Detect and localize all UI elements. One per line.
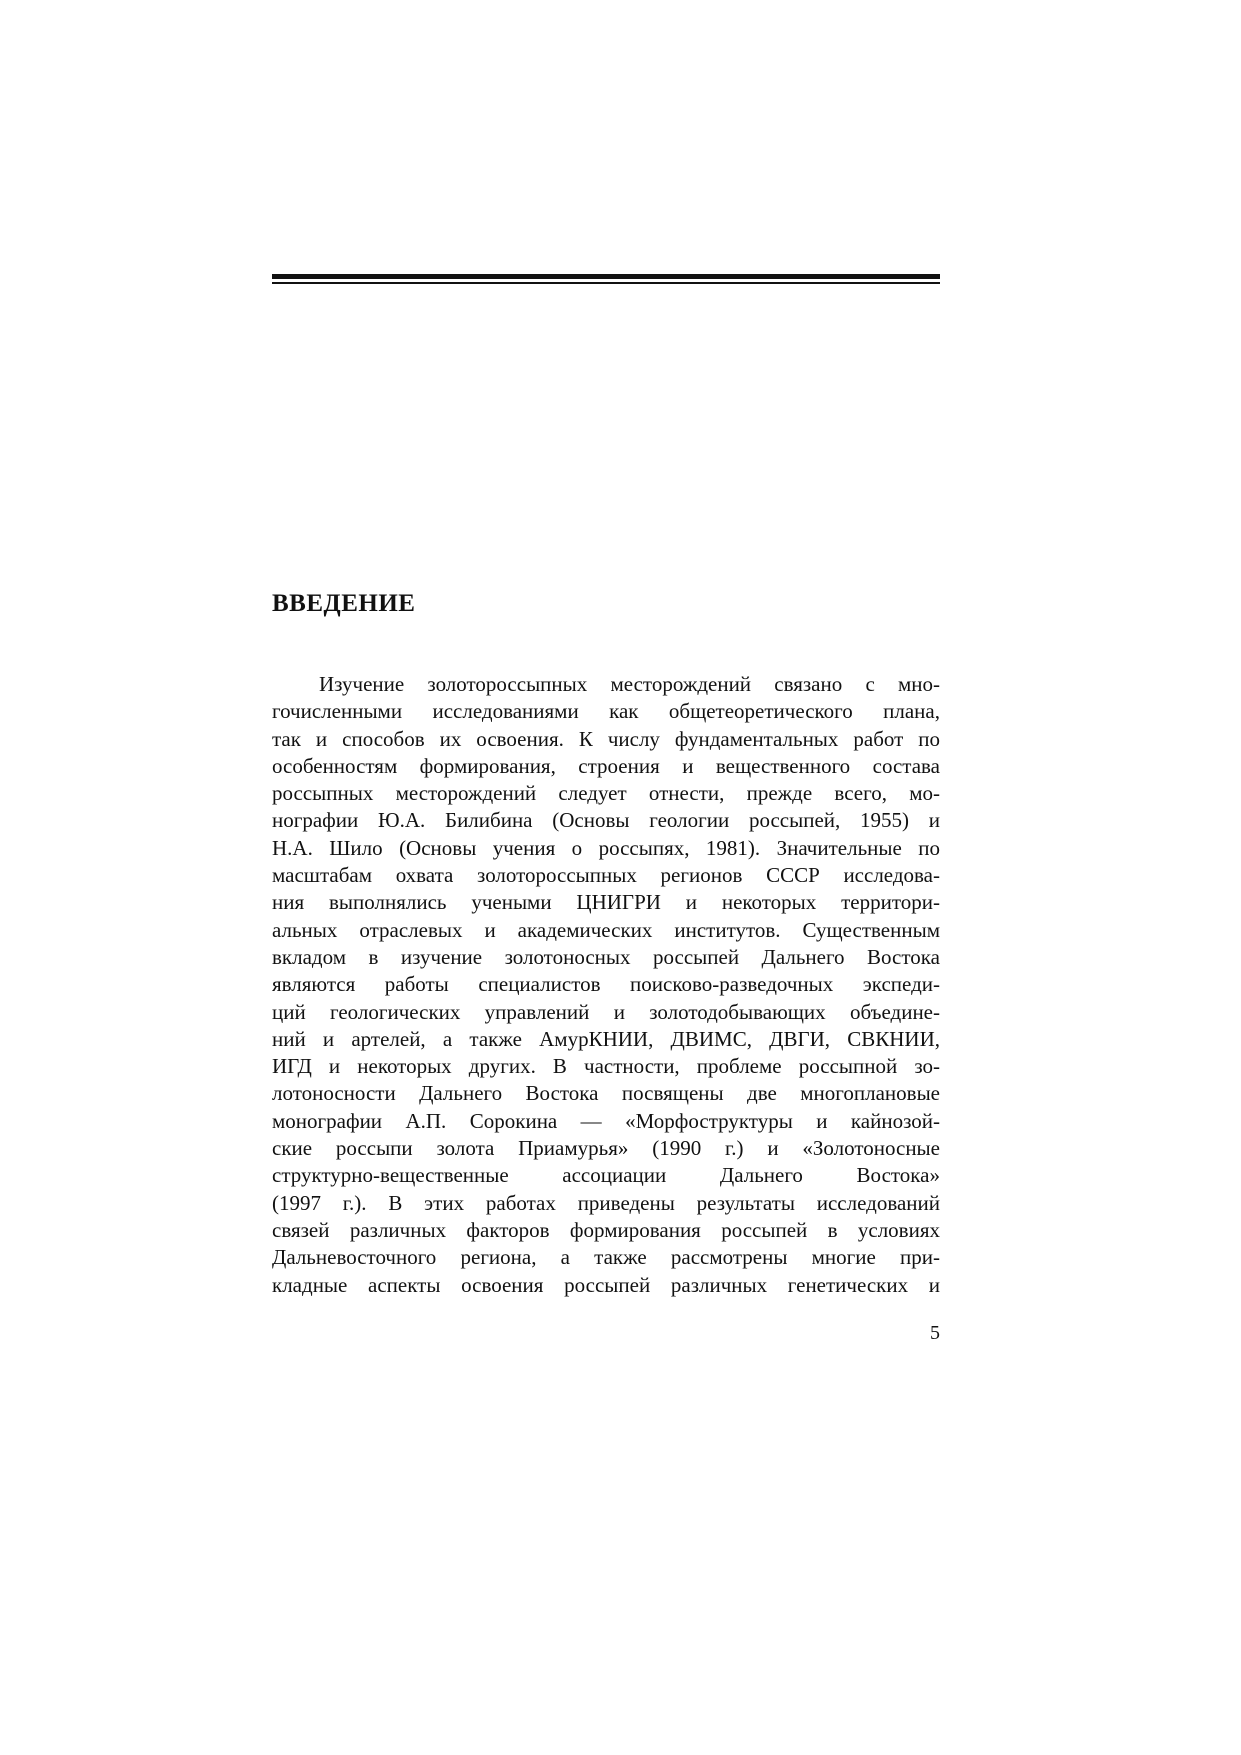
text-line: Изучение золотороссыпных месторождений связано с мно-	[319, 672, 940, 696]
header-rule-thick	[272, 274, 940, 279]
chapter-heading: ВВЕДЕНИЕ	[272, 590, 416, 617]
text-line: ний и артелей, а также АмурКНИИ, ДВИМС, ДВГИ, СВКНИИ,	[272, 1026, 940, 1051]
text-line: вкладом в изучение золотоносных россыпей Дальнего Востока	[272, 944, 940, 969]
text-line: особенностям формирования, строения и вещественного состава	[272, 753, 940, 778]
text-line: ские россыпи золота Приамурья» (1990 г.) и «Золотоносные	[272, 1136, 940, 1161]
text-line: так и способов их освоения. К числу фундаментальных работ по	[272, 726, 940, 751]
text-line: ций геологических управлений и золотодобывающих объедине-	[272, 999, 940, 1024]
text-line: монографии А.П. Сорокина — «Морфоструктуры и кайнозой-	[272, 1108, 940, 1133]
text-line: гочисленными исследованиями как общетеоретического плана,	[272, 699, 940, 724]
text-line: связей различных факторов формирования россыпей в условиях	[272, 1217, 940, 1242]
text-line: лотоносности Дальнего Востока посвящены две многоплановые	[272, 1081, 940, 1106]
text-line: ния выполнялись учеными ЦНИГРИ и некоторых территори-	[272, 890, 940, 915]
text-line: Н.А. Шило (Основы учения о россыпях, 1981). Значительные по	[272, 835, 940, 860]
text-line: структурно-вещественные ассоциации Дальнего Востока»	[272, 1163, 940, 1188]
text-line: россыпных месторождений следует отнести, прежде всего, мо-	[272, 781, 940, 806]
text-line: масштабам охвата золотороссыпных регионов СССР исследова-	[272, 863, 940, 888]
text-line: ИГД и некоторых других. В частности, проблеме россыпной зо-	[272, 1054, 940, 1079]
text-line: являются работы специалистов поисково-разведочных экспеди-	[272, 972, 940, 997]
header-rule-thin	[272, 282, 940, 284]
text-line: кладные аспекты освоения россыпей различных генетических и	[272, 1272, 940, 1297]
text-line: (1997 г.). В этих работах приведены результаты исследований	[272, 1190, 940, 1215]
text-line: нографии Ю.А. Билибина (Основы геологии россыпей, 1955) и	[272, 808, 940, 833]
text-line: альных отраслевых и академических институтов. Существенным	[272, 917, 940, 942]
page-number: 5	[930, 1322, 940, 1344]
body-paragraph	[272, 671, 940, 1299]
text-line: Дальневосточного региона, а также рассмотрены многие при-	[272, 1245, 940, 1270]
